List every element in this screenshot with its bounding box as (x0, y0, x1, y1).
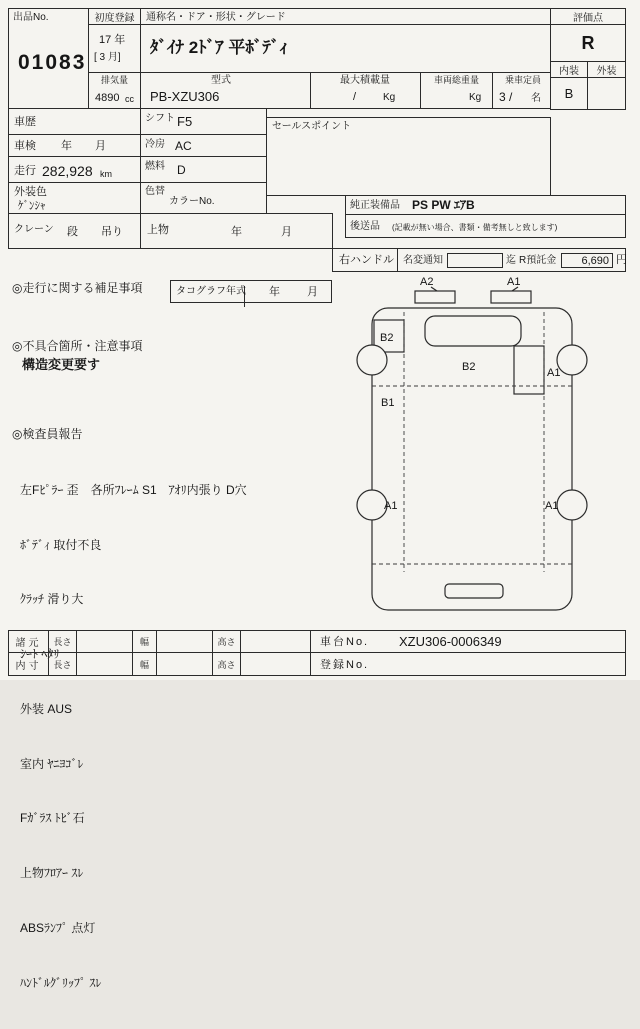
height-value-cell (241, 631, 310, 652)
interior-label: 内装 (559, 66, 579, 77)
crane-hang-label: 吊り (101, 226, 123, 238)
vehicle-name-box (140, 24, 551, 73)
tachograph-box (170, 280, 332, 303)
tachograph-month: 月 (307, 286, 318, 298)
mileage-supplement-title: ◎走行に関する補足事項 (12, 281, 143, 295)
diagram-label-top-right: A1 (507, 276, 521, 288)
history-box (8, 108, 141, 135)
tachograph-label: タコグラフ年式 (171, 286, 245, 307)
body-top-label: 上物 (147, 224, 169, 236)
rating-value-box (550, 24, 626, 62)
displacement-value: 4890 (95, 92, 120, 104)
right-handle-label: 右ハンドル (339, 254, 394, 266)
inner-length-label: 長さ (49, 653, 77, 675)
max-load-value: / (353, 91, 357, 103)
front-left-wheel (357, 345, 387, 375)
fuel-value: D (177, 163, 186, 177)
exterior-grade-box (587, 77, 626, 110)
diagram-label-front-left: B2 (380, 332, 394, 344)
rear-bumper (445, 584, 503, 598)
fuel-label: 燃料 (145, 161, 165, 172)
report-line: 左Fﾋﾟﾗｰ 歪 各所ﾌﾚｰﾑ S1 ｱｵﾘ内張り D穴 (20, 482, 247, 497)
report-line: Fｶﾞﾗｽ ﾄﾋﾞ石 (20, 811, 85, 826)
max-load-box (310, 72, 421, 109)
first-registration-header (88, 8, 141, 25)
body-top-year: 年 (231, 226, 242, 238)
truck-body-outline (372, 308, 572, 610)
inspector-report-title: ◎検査員報告 (12, 427, 83, 441)
inner-label: 内寸 (9, 653, 49, 675)
body-top-month: 月 (281, 226, 292, 238)
report-line: ｼｰﾄ ﾍﾀﾘ (20, 647, 60, 662)
aircon-value: AC (175, 139, 192, 153)
rating-label: 評価点 (573, 13, 603, 24)
sales-point-label: セールスポイント (272, 121, 352, 132)
spec-dimensions-row (8, 630, 311, 653)
crane-step-label: 段 (67, 226, 78, 238)
inspection-year: 年 (61, 140, 72, 152)
inspection-month: 月 (95, 140, 106, 152)
report-line: 室内 ﾔﾆﾖｺﾞﾚ (20, 756, 84, 771)
diagram-label-cab-center: B2 (462, 361, 476, 373)
model-code-box (140, 72, 311, 109)
interior-grade-box (550, 77, 588, 110)
width-label: 幅 (133, 631, 157, 652)
diagram-label-bed-left: B1 (381, 397, 395, 409)
interior-grade-value: B (564, 86, 574, 101)
inner-width-label: 幅 (133, 653, 157, 675)
genuine-equipment-value: PS PW ｴｱB (412, 198, 475, 212)
name-change-label: 名変通知 (403, 255, 443, 266)
displacement-unit: cc (125, 94, 134, 104)
report-line: ﾊﾝﾄﾞﾙｸﾞﾘｯﾌﾟ ｽﾚ (20, 975, 102, 990)
divider (397, 249, 398, 271)
diagram-label-front-right: A1 (547, 367, 561, 379)
inner-height-label: 高さ (213, 653, 241, 675)
inspector-report-list (20, 444, 247, 1029)
windshield (425, 316, 521, 346)
tachograph-year: 年 (269, 286, 280, 298)
chassis-no-value: XZU306-0006349 (399, 634, 502, 649)
cab-roof-right-part (491, 291, 531, 303)
name-change-field (447, 253, 503, 268)
later-shipment-box (345, 214, 626, 238)
diagram-label-rear-right: A1 (545, 500, 559, 512)
crane-box (8, 213, 141, 249)
report-line: ｸﾗｯﾁ 滑り大 (20, 592, 84, 607)
report-line: 上物ﾌﾛｱｰ ｽﾚ (20, 866, 84, 881)
diagram-label-rear-left: A1 (384, 500, 398, 512)
shift-label: シフト (145, 113, 175, 124)
model-code-label: 型式 (211, 75, 231, 86)
interior-header (550, 61, 588, 78)
vehicle-name-header-label: 通称名・ドア・形状・グレード (146, 12, 286, 23)
exhibit-no-value: 01083 (18, 51, 87, 74)
displacement-label: 排気量 (101, 75, 129, 85)
deposit-label: R預託金 (519, 255, 557, 266)
report-line: ﾎﾞﾃﾞｨ 取付不良 (20, 537, 102, 552)
max-load-unit: Kg (383, 92, 396, 103)
mileage-value: 282,928 (42, 163, 93, 179)
front-right-wheel (557, 345, 587, 375)
color-change-label: 色替 (145, 186, 165, 197)
capacity-unit: 名 (531, 93, 541, 104)
later-shipment-label: 後送品 (350, 221, 380, 232)
mileage-box (8, 156, 141, 183)
later-shipment-note: (記載が無い場合、書類・備考無しと致します) (392, 223, 558, 232)
mileage-unit: km (100, 169, 112, 179)
color-no-label: カラーNo. (169, 196, 215, 207)
shift-box (140, 108, 267, 135)
handle-deposit-row (332, 248, 626, 272)
vehicle-name-value: ﾀﾞｲﾅ 2ﾄﾞｱ 平ﾎﾞﾃﾞｨ (150, 38, 288, 57)
capacity-value: 3 / (499, 90, 513, 104)
gross-weight-unit: Kg (469, 92, 482, 103)
inner-length-value-cell (77, 653, 133, 675)
inner-width-value-cell (157, 653, 213, 675)
history-label: 車歴 (14, 116, 36, 128)
mileage-label: 走行 (14, 165, 36, 177)
diagram-label-top-left: A2 (420, 276, 434, 288)
first-registration-month: [ 3 月] (94, 52, 121, 63)
chassis-no-box (310, 630, 626, 653)
aircon-label: 冷房 (145, 139, 165, 150)
genuine-equipment-label: 純正装備品 (350, 200, 400, 211)
exterior-color-value: ｹﾞﾝｼｬ (18, 200, 46, 212)
rating-value: R (581, 32, 595, 53)
rating-header (550, 8, 626, 25)
gross-weight-box (420, 72, 493, 109)
exhibit-no-box (8, 8, 89, 109)
rear-left-wheel (357, 490, 387, 520)
first-registration-year: 17 年 (99, 34, 126, 46)
model-code-value: PB-XZU306 (150, 89, 220, 104)
yen-label: 円 (616, 254, 627, 266)
chassis-no-label: 車台No. (320, 636, 370, 648)
shift-value: F5 (177, 114, 193, 129)
capacity-label: 乗車定員 (505, 75, 542, 85)
length-value-cell (77, 631, 133, 652)
exhibit-no-label: 出品No. (13, 12, 49, 23)
max-load-label: 最大積載量 (340, 75, 390, 86)
made-label: 迄 (506, 255, 516, 266)
first-registration-label: 初度登録 (94, 13, 135, 24)
exterior-color-label: 外装色 (14, 186, 47, 198)
body-top-box (140, 213, 333, 249)
color-change-box (140, 182, 267, 214)
vehicle-diagram (352, 272, 596, 624)
crane-label: クレーン (14, 224, 54, 235)
inspection-box (8, 134, 141, 157)
rear-right-wheel (557, 490, 587, 520)
gross-weight-label: 車両総重量 (434, 75, 480, 85)
exterior-header (587, 61, 626, 78)
structure-change-note: 構造変更要す (22, 357, 101, 372)
report-line: ABSﾗﾝﾌﾟ 点灯 (20, 921, 96, 936)
exterior-color-box (8, 182, 141, 214)
capacity-box (492, 72, 551, 109)
displacement-box (88, 72, 141, 109)
height-label: 高さ (213, 631, 241, 652)
genuine-equipment-box (345, 195, 626, 215)
inner-height-value-cell (241, 653, 310, 675)
defect-section-title: ◎不具合箇所・注意事項 (12, 339, 143, 353)
vehicle-name-header (140, 8, 551, 25)
registration-no-box (310, 652, 626, 676)
sales-point-box (266, 117, 551, 196)
inner-dimensions-row (8, 652, 311, 676)
front-right-panel (514, 346, 544, 394)
cab-roof-left-part (415, 291, 455, 303)
length-label: 長さ (49, 631, 77, 652)
registration-no-label: 登録No. (320, 659, 370, 671)
report-line: 外装 AUS (20, 701, 73, 716)
fuel-box (140, 156, 267, 183)
width-value-cell (157, 631, 213, 652)
first-registration-value-box (88, 24, 141, 73)
deposit-value-field: 6,690 (561, 253, 613, 268)
aircon-box (140, 134, 267, 157)
exterior-label: 外装 (596, 66, 617, 77)
spec-label: 諸元 (9, 631, 49, 652)
inspection-label: 車検 (14, 140, 36, 152)
